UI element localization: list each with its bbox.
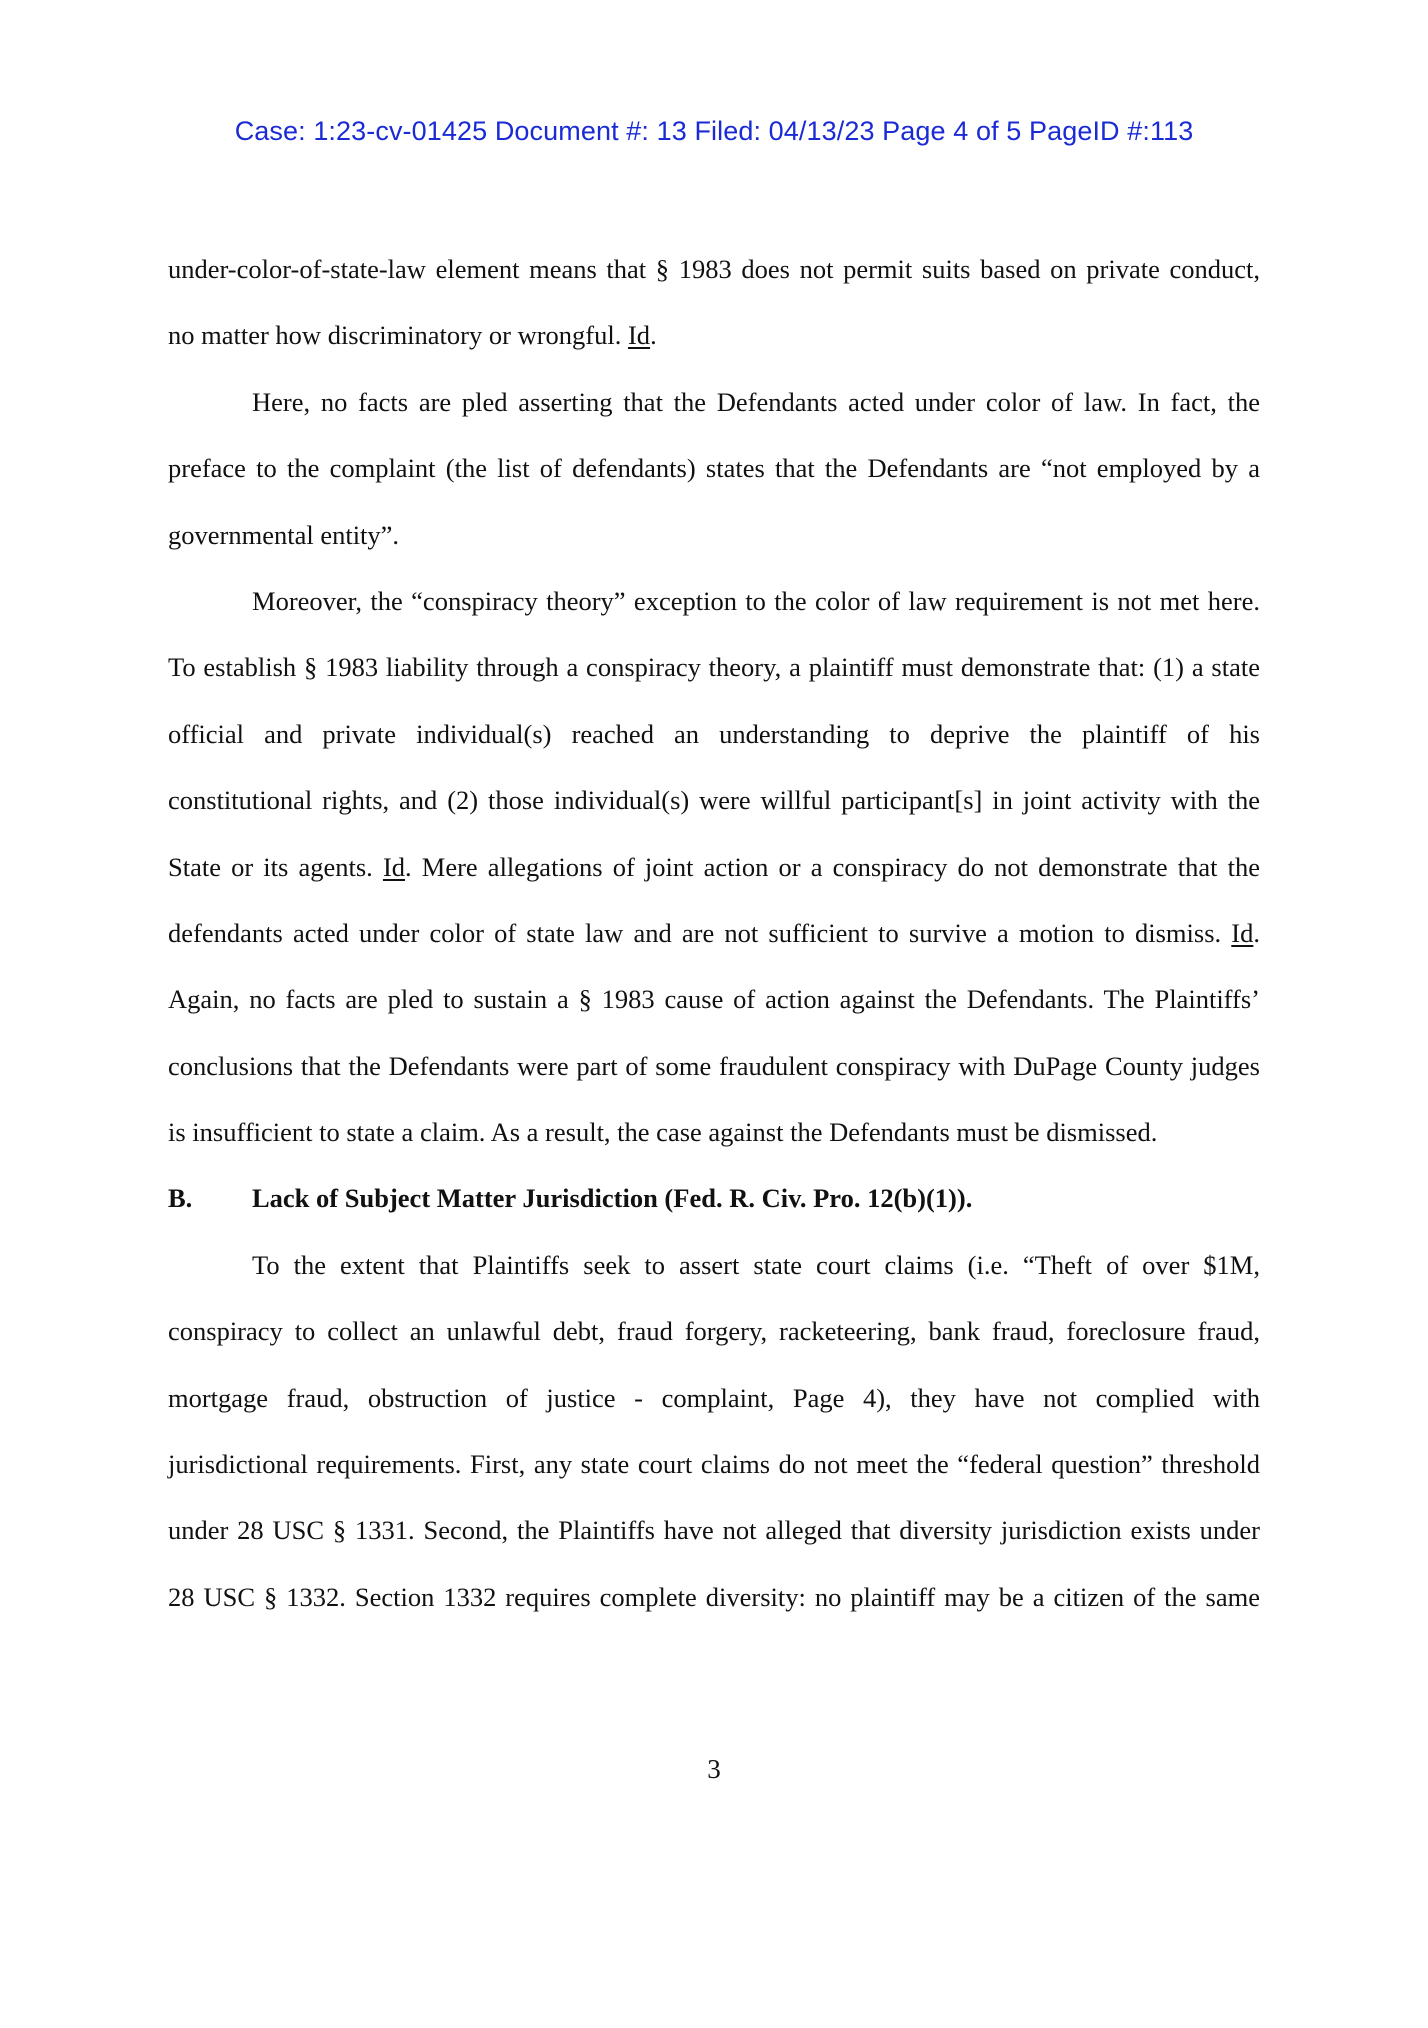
text-line: constitutional rights, and (2) those individual(s) were willful participant[s] in joint activity with the [168,785,1260,816]
page-number: 3 [707,1754,721,1784]
text-line: conclusions that the Defendants were part of some fraudulent conspiracy with DuPage County judges [168,1050,1260,1081]
text-line: 28 USC § 1332. Section 1332 requires complete diversity: no plaintiff may be a citizen of the same [168,1581,1260,1612]
text-line [168,302,1260,368]
text-line: preface to the complaint (the list of defendants) states that the Defendants are “not employed by a [168,453,1260,484]
citation-id: Id [1231,917,1254,948]
text-line: Again, no facts are pled to sustain a § 1983 cause of action against the Defendants. The Plaintiffs’ [168,984,1260,1015]
text-line: Moreover, the “conspiracy theory” exception to the color of law requirement is not met here. [252,585,1260,616]
text-line: mortgage fraud, obstruction of justice - complaint, Page 4), they have not complied with [168,1382,1260,1413]
text-line: governmental entity”. [168,519,400,550]
text-segment: . [650,320,657,351]
text-line: jurisdictional requirements. First, any state court claims do not meet the “federal question” threshold [168,1449,1260,1480]
text-segment: . Mere allegations of joint action or a conspiracy do not demonstrate that the [405,851,1260,882]
text-line: under-color-of-state-law element means that § 1983 does not permit suits based on private conduct, [168,254,1260,284]
text-line: is insufficient to state a claim. As a result, the case against the Defendants must be dismissed. [168,1117,1158,1148]
text-segment: no matter how discriminatory or wrongful. [168,320,628,351]
section-title: Lack of Subject Matter Jurisdiction (Fed. R. Civ. Pro. 12(b)(1)). [252,1183,973,1214]
text-segment: . [1253,917,1260,948]
text-line: Here, no facts are pled asserting that the Defendants acted under color of law. In fact, the [252,386,1260,417]
case-header: Case: 1:23-cv-01425 Document #: 13 Filed: 04/13/23 Page 4 of 5 PageID #:113 [234,116,1194,146]
text-line: conspiracy to collect an unlawful debt, fraud forgery, racketeering, bank fraud, foreclosure fraud, [168,1316,1260,1347]
text-line [168,900,1260,966]
text-line: under 28 USC § 1331. Second, the Plaintiffs have not alleged that diversity jurisdiction exists under [168,1515,1260,1546]
section-letter: B. [168,1183,193,1214]
text-line: To establish § 1983 liability through a conspiracy theory, a plaintiff must demonstrate that: (1) a state [168,652,1260,683]
section-heading [168,1165,1260,1231]
citation-id: Id [382,851,406,882]
text-line: official and private individual(s) reached an understanding to deprive the plaintiff of his [168,718,1260,749]
text-line [168,834,1260,900]
text-segment: State or its agents. [168,851,383,882]
text-line: To the extent that Plaintiffs seek to assert state court claims (i.e. “Theft of over $1M, [252,1249,1260,1280]
text-segment: defendants acted under color of state law and are not sufficient to survive a motion to dismiss. [168,917,1232,948]
citation-id: Id [627,320,651,351]
document-body [168,236,1260,1630]
